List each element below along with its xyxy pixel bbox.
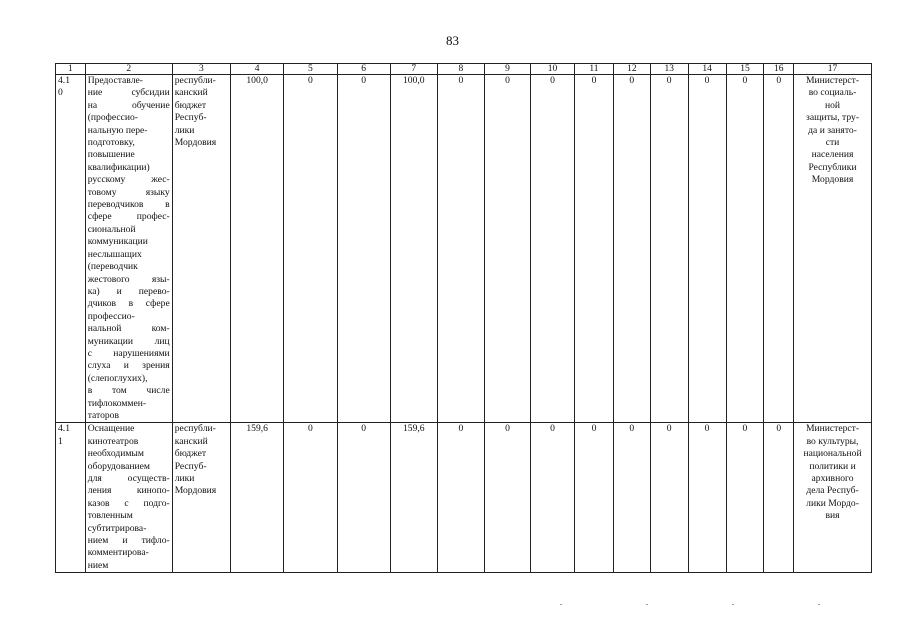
row-number: [56, 75, 86, 423]
executor: [794, 423, 872, 573]
measure-name-line: в том числе: [87, 385, 170, 397]
measure-name-line: квалификации): [87, 161, 150, 173]
measure-name-line: (профессио-: [87, 112, 138, 124]
row-number-line: 4.1: [58, 423, 70, 435]
measure-name-line: для осуществ-: [87, 473, 170, 484]
measure-name-line: товому языку: [87, 186, 170, 198]
funding-source-line: Мордовия: [174, 485, 217, 497]
value-cell-col-4: 159,6: [231, 423, 284, 573]
measure-name-line: казов с подго-: [87, 497, 170, 509]
measure-name-line: нием: [87, 559, 109, 571]
value-cell-col-7: 100,0: [390, 75, 437, 423]
value-cell-col-10: 0: [531, 75, 575, 423]
value-cell-col-9: 0: [484, 75, 530, 423]
measure-name-line: слуха и зрения: [87, 360, 170, 372]
measure-name-line: Оснащение: [87, 423, 135, 435]
table-body: [56, 64, 872, 573]
funding-source-line: бюджет: [174, 448, 207, 460]
executor: [794, 75, 872, 423]
value-cell-col-13: 0: [650, 423, 688, 573]
value-cell-col-13: 0: [650, 75, 688, 423]
executor-line: Мордовия: [811, 174, 854, 186]
value-cell-col-7: 159,6: [390, 423, 437, 573]
funding-source-line: бюджет: [174, 99, 207, 111]
measure-name-line: профессио-: [87, 310, 135, 322]
header-row: [56, 64, 872, 75]
measure-name-line: (переводчик: [87, 261, 138, 273]
executor-line: Министерст-: [805, 75, 860, 86]
scan-dot: [732, 604, 734, 605]
column-header-16: 16: [764, 64, 794, 75]
column-header-2: 2: [85, 64, 172, 75]
value-cell-col-12: 0: [613, 423, 650, 573]
scan-dot: [560, 604, 562, 605]
funding-source-line: канский: [174, 87, 208, 99]
measure-name-line: товленным: [87, 510, 133, 522]
funding-source-line: Респуб-: [174, 112, 207, 124]
column-header-4: 4: [231, 64, 284, 75]
measure-name-line: кинотеатров: [87, 435, 139, 447]
funding-source-line: Респуб-: [174, 460, 207, 472]
table-row: [56, 75, 872, 423]
measure-name-line: дчиков в сфере: [87, 298, 170, 310]
column-header-17: 17: [794, 64, 872, 75]
measure-name-line: нальную пере-: [87, 124, 148, 136]
value-cell-col-15: 0: [726, 75, 764, 423]
value-cell-col-16: 0: [764, 75, 794, 423]
value-cell-col-10: 0: [531, 423, 575, 573]
measure-name-line: жестового язы-: [87, 273, 170, 285]
executor-line: дела Респуб-: [806, 485, 859, 497]
value-cell-col-12: 0: [613, 75, 650, 423]
row-number: [56, 423, 86, 573]
measure-name-line: на обучение: [87, 99, 170, 111]
measure-name-line: русскому жес-: [87, 174, 170, 186]
column-header-14: 14: [688, 64, 726, 75]
value-cell-col-11: 0: [575, 423, 614, 573]
column-header-12: 12: [613, 64, 650, 75]
value-cell-col-14: 0: [688, 75, 726, 423]
measure-name-line: таторов: [87, 409, 119, 421]
executor-line: населения: [811, 149, 854, 161]
column-header-1: 1: [56, 64, 86, 75]
column-header-11: 11: [575, 64, 614, 75]
scan-dot: [818, 604, 820, 605]
measure-name: [85, 423, 172, 573]
value-cell-col-14: 0: [688, 423, 726, 573]
column-header-6: 6: [337, 64, 390, 75]
value-cell-col-4: 100,0: [231, 75, 284, 423]
value-cell-col-11: 0: [575, 75, 614, 423]
table-row: [56, 423, 872, 573]
column-header-8: 8: [437, 64, 484, 75]
value-cell-col-8: 0: [437, 75, 484, 423]
column-header-13: 13: [650, 64, 688, 75]
measure-name-line: сиональной: [87, 223, 136, 235]
measure-name-line: коммуникации: [87, 236, 148, 248]
funding-source: [172, 75, 230, 423]
executor-line: защиты, тру-: [806, 112, 860, 124]
executor-line: сти: [825, 137, 840, 149]
measure-name-line: комментирова-: [87, 547, 149, 559]
measure-name-line: Предоставле-: [87, 75, 143, 86]
measure-name-line: необходимым: [87, 448, 144, 460]
scan-dot: [646, 604, 648, 605]
budget-table: [55, 63, 872, 573]
row-number-line: 4.1: [58, 75, 70, 86]
column-header-15: 15: [726, 64, 764, 75]
executor-line: Республики: [808, 161, 857, 173]
measure-name-line: переводчиков в: [87, 199, 170, 211]
funding-source-line: лики: [174, 124, 195, 136]
measure-name-line: повышение: [87, 149, 135, 161]
column-header-10: 10: [531, 64, 575, 75]
scan-artifact-dots: [560, 604, 820, 606]
executor-line: ной: [824, 99, 841, 111]
value-cell-col-16: 0: [764, 423, 794, 573]
column-header-3: 3: [172, 64, 230, 75]
measure-name-line: ка) и перево-: [87, 285, 170, 297]
funding-source-line: Мордовия: [174, 137, 217, 149]
value-cell-col-6: 0: [337, 75, 390, 423]
executor-line: вия: [825, 510, 840, 522]
measure-name-line: сфере профес-: [87, 211, 170, 223]
funding-source: [172, 423, 230, 573]
column-header-9: 9: [484, 64, 530, 75]
measure-name-line: ние субсидии: [87, 87, 170, 99]
measure-name-line: подготовку,: [87, 137, 135, 149]
funding-source-line: канский: [174, 435, 208, 447]
value-cell-col-6: 0: [337, 423, 390, 573]
executor-line: да и занято-: [808, 124, 857, 136]
measure-name-line: нием и тифло-: [87, 535, 170, 547]
funding-source-line: республи-: [174, 423, 216, 435]
executor-line: во культуры,: [806, 435, 859, 447]
measure-name-line: неслышащих: [87, 248, 142, 260]
executor-line: архивного: [811, 473, 854, 484]
value-cell-col-15: 0: [726, 423, 764, 573]
executor-line: национальной: [803, 448, 862, 460]
column-header-7: 7: [390, 64, 437, 75]
executor-line: Министерст-: [805, 423, 860, 435]
measure-name-line: субтитрирова-: [87, 522, 147, 534]
row-number-line: 1: [58, 435, 63, 447]
measure-name-line: (слепоглухих),: [87, 372, 148, 384]
value-cell-col-8: 0: [437, 423, 484, 573]
measure-name-line: муникации лиц: [87, 335, 170, 347]
executor-line: политики и: [809, 460, 856, 472]
funding-source-line: лики: [174, 473, 195, 484]
measure-name-line: тифлокоммен-: [87, 397, 147, 409]
measure-name: [85, 75, 172, 423]
measure-name-line: с нарушениями: [87, 347, 170, 359]
row-number-line: 0: [58, 87, 63, 99]
value-cell-col-9: 0: [484, 423, 530, 573]
measure-name-line: нальной ком-: [87, 323, 170, 335]
executor-line: лики Мордо-: [806, 497, 859, 509]
funding-source-line: республи-: [174, 75, 216, 86]
measure-name-line: ления кинопо-: [87, 485, 170, 497]
column-header-5: 5: [284, 64, 337, 75]
executor-line: во социаль-: [808, 87, 857, 99]
value-cell-col-5: 0: [284, 75, 337, 423]
measure-name-line: оборудованием: [87, 460, 150, 472]
value-cell-col-5: 0: [284, 423, 337, 573]
page-number: 83: [446, 33, 459, 48]
